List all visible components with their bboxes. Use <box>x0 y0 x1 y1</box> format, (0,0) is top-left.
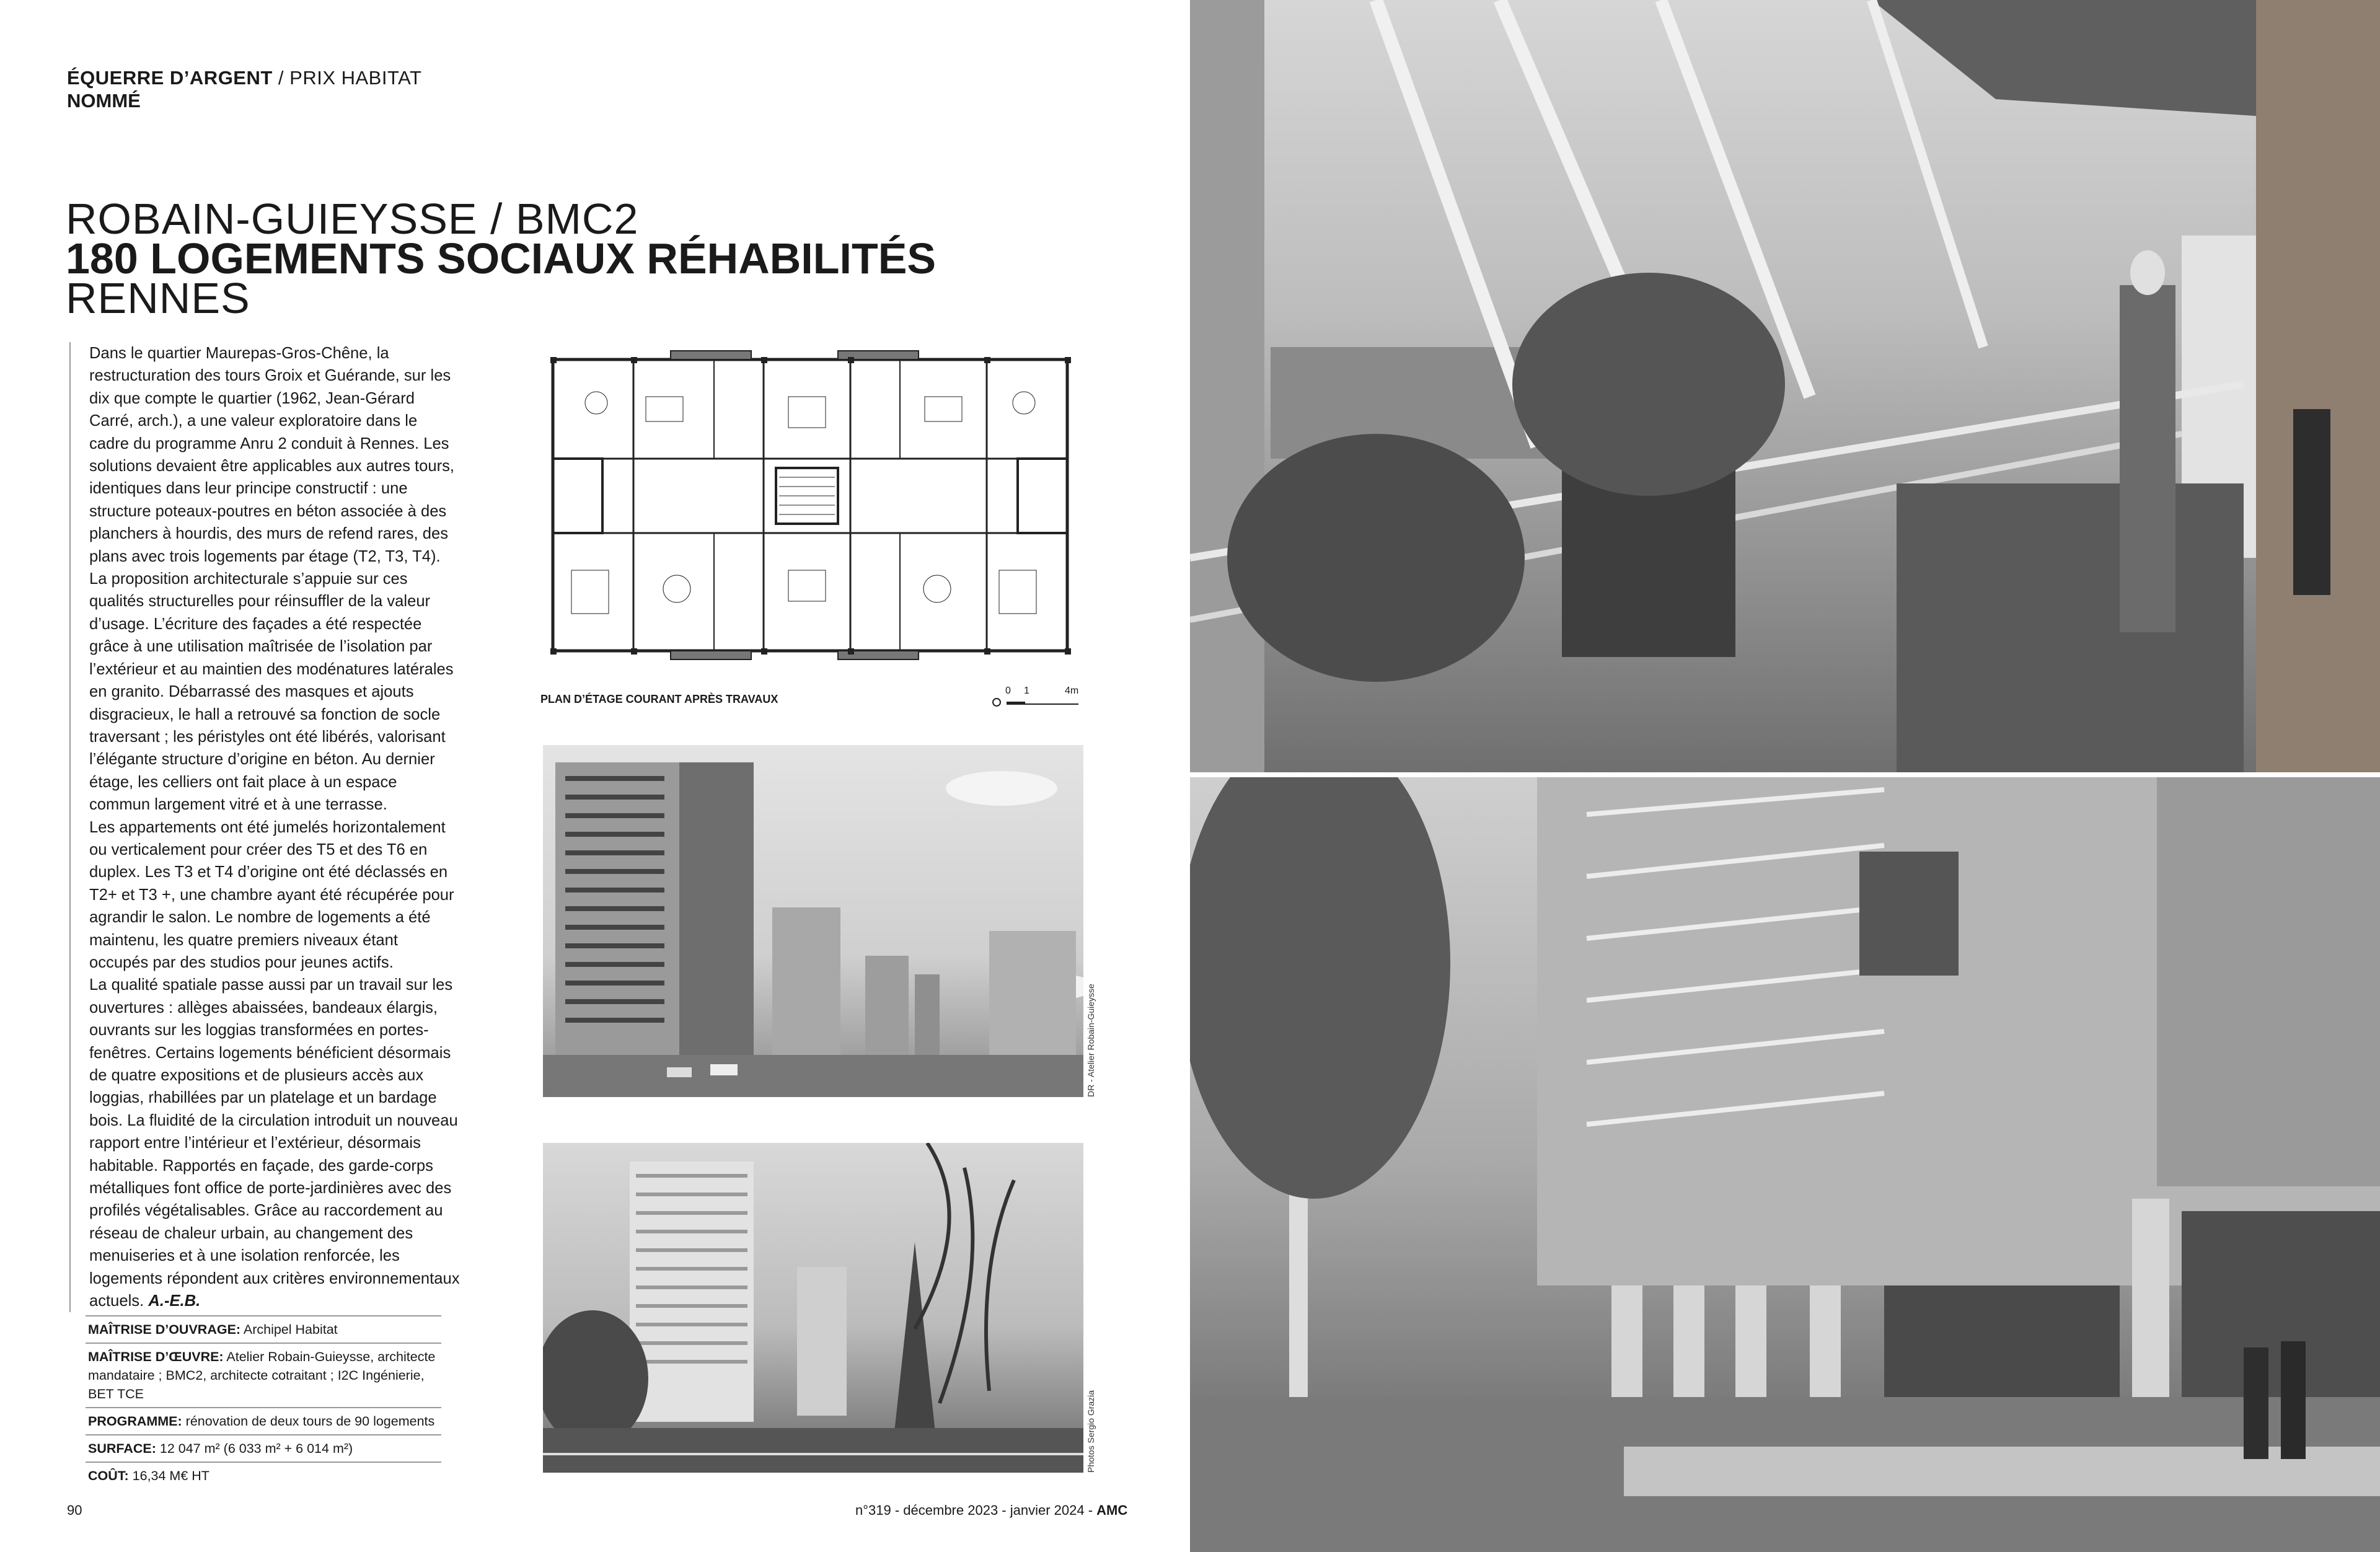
archive-towers-photo <box>543 745 1083 1097</box>
street-towers-photo <box>543 1143 1083 1473</box>
photo-divider <box>1190 772 2380 777</box>
credit-client <box>86 1315 441 1343</box>
credit-cost <box>86 1462 441 1489</box>
credit-value: 12 047 m² (6 033 m² + 6 014 m²) <box>156 1441 353 1456</box>
loggia-balcony-photo <box>1190 0 2380 772</box>
body-paragraph-3 <box>89 974 461 1312</box>
street-photo-credit: Photos Sergio Grazia <box>1086 1390 1096 1473</box>
credit-value: 16,34 M€ HT <box>128 1468 209 1483</box>
issue-folio <box>855 1502 1127 1519</box>
credit-label: MAÎTRISE D’OUVRAGE: <box>88 1322 241 1337</box>
scale-bar <box>992 686 1085 708</box>
scale-label-4: 4m <box>1065 686 1079 696</box>
credit-label: SURFACE: <box>88 1441 156 1456</box>
credit-label: PROGRAMME: <box>88 1414 182 1429</box>
floor-plan-drawing <box>540 347 1078 679</box>
credit-architects <box>86 1343 441 1407</box>
title-city: RENNES <box>66 274 250 322</box>
facade-playground-photo <box>1190 777 2380 1552</box>
credit-value: Archipel Habitat <box>240 1322 338 1337</box>
page-number: 90 <box>67 1502 82 1518</box>
body-paragraph-2: Les appartements ont été jumelés horizontalement ou verticalement pour créer des T5 et des T6 en duplex. Les T3 et T4 d’origine ont été déclassés en T2+ et T3 +, une chambre ayant été récupérée pour agrandir le salon. Le nombre de logements a été maintenu, les quatre premiers niveaux étant occupés par des studios pour jeunes actifs. <box>89 818 454 971</box>
issue-info: n°319 - décembre 2023 - janvier 2024 - <box>855 1502 1097 1518</box>
credits-box <box>86 1315 441 1489</box>
credit-label: COÛT: <box>88 1468 129 1483</box>
credit-value: Atelier Robain-Guieysse, architecte mandataire ; BMC2, architecte cotraitant ; I2C Ingénierie, BET TCE <box>88 1349 436 1401</box>
plan-caption: PLAN D’ÉTAGE COURANT APRÈS TRAVAUX <box>540 693 778 705</box>
author-signature: A.-E.B. <box>148 1292 201 1310</box>
nomination-status: NOMMÉ <box>67 90 141 112</box>
kicker-rest: / PRIX HABITAT <box>272 67 422 89</box>
credit-label: MAÎTRISE D’ŒUVRE: <box>88 1349 224 1364</box>
credit-value: rénovation de deux tours de 90 logements <box>182 1414 435 1429</box>
credit-program <box>86 1407 441 1434</box>
title-project: 180 LOGEMENTS SOCIAUX RÉHABILITÉS <box>66 234 937 283</box>
body-paragraph-3-text: La qualité spatiale passe aussi par un travail sur les ouvertures : allèges abaissées, bandeaux élargis, ouvrants sur les loggias transformées en portes-fenêtres. Certains logements bénéficient désormais de quatre expositions et de plusieurs accès aux loggias, rhabillées par un platelage et un bardage bois. La fluidité de la circulation introduit un nouveau rapport entre l’intérieur et l’extérieur, désormais habitable. Rapportés en façade, des garde-corps métalliques font office de porte-jardinières avec des profilés végétalisables. Grâce au raccordement au réseau de chaleur urbain, au changement des menuiseries et à une isolation renforcée, les logements répondent aux critères environnementaux actuels. <box>89 976 460 1310</box>
scale-label-0: 0 <box>1005 686 1011 696</box>
scale-label-1: 1 <box>1024 686 1029 696</box>
magazine-name: AMC <box>1096 1502 1128 1518</box>
archive-photo-credit: DR - Atelier Robain-Guieysse <box>1086 984 1096 1097</box>
body-paragraph-1: Dans le quartier Maurepas-Gros-Chêne, la restructuration des tours Groix et Guérande, sur les dix que compte le quartier (1962, Jean-Gérard Carré, arch.), a une valeur exploratoire dans le cadre du programme Anru 2 conduit à Rennes. Les solutions devaient être applicables aux autres tours, identiques dans leur principe constructif : une structure poteaux-poutres en béton associée à des planchers à hourdis, des murs de refend rares, des plans avec trois logements par étage (T2, T3, T4). La proposition architecturale s’appuie sur ces qualités structurelles pour réinsuffler de la valeur d’usage. L’écriture des façades a été respectée grâce à une utilisation maîtrisée de l’isolation par l’extérieur et au maintien des modénatures latérales en granito. Débarrassé des masques et ajouts disgracieux, le hall a retrouvé sa fonction de socle traversant ; les péristyles ont été libérés, valorisant l’élégante structure d’origine en béton. Au dernier étage, les celliers ont fait place à un espace commun largement vitré et à une terrasse. <box>89 345 455 814</box>
credit-surface <box>86 1434 441 1462</box>
kicker-bold: ÉQUERRE D’ARGENT <box>67 67 273 89</box>
article-body <box>69 342 461 1312</box>
section-kicker <box>67 67 421 89</box>
title-architects: ROBAIN-GUIEYSSE / BMC2 <box>66 195 639 243</box>
